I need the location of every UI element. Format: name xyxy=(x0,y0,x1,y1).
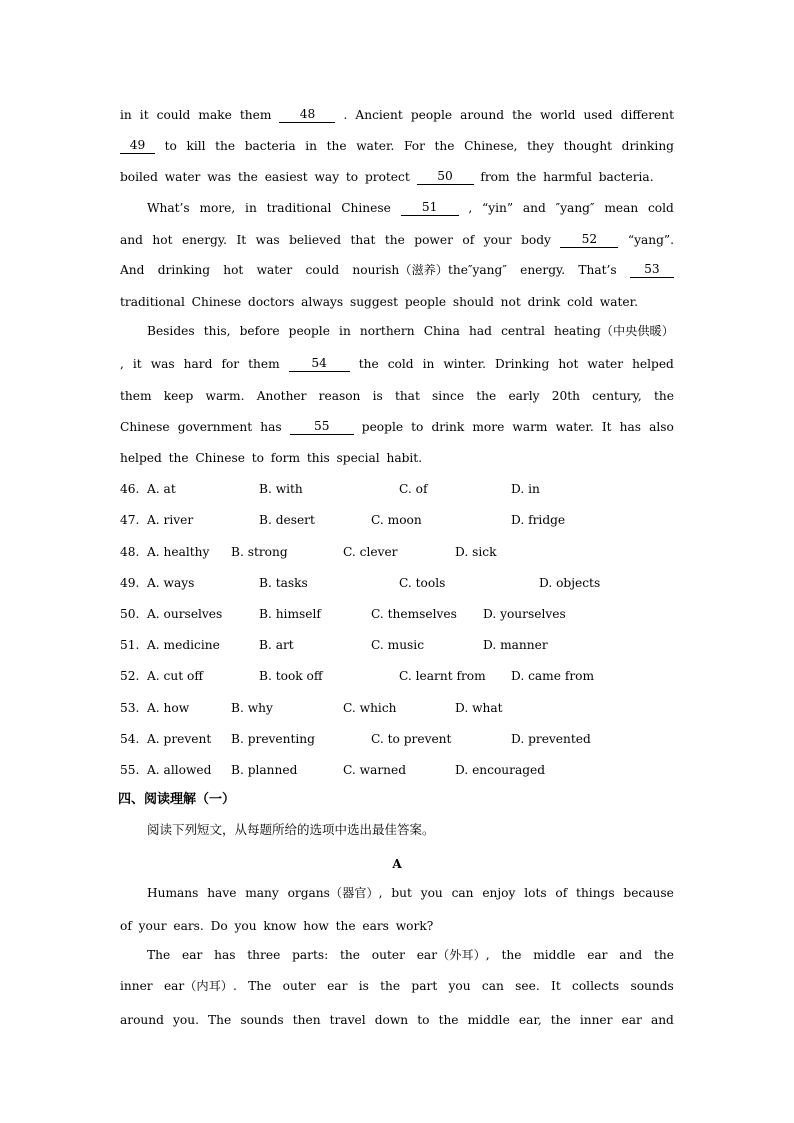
question-number: 51. xyxy=(120,638,140,652)
option-c[interactable]: C. moon xyxy=(371,513,422,527)
word: down xyxy=(374,1013,409,1027)
word: was xyxy=(150,357,175,371)
word: is xyxy=(358,979,369,993)
word: hot xyxy=(152,233,173,247)
word: always xyxy=(301,295,344,309)
word: It xyxy=(551,979,561,993)
word: water. xyxy=(356,139,395,153)
question-number: 47. xyxy=(120,513,140,527)
word: organs（器官）, xyxy=(287,886,383,900)
passage-line xyxy=(120,356,674,372)
word: warm. xyxy=(205,389,245,403)
question-number: 50. xyxy=(120,607,140,621)
option-d[interactable]: D. what xyxy=(455,701,503,715)
word: inner xyxy=(579,1013,613,1027)
word: sounds xyxy=(240,1013,284,1027)
word: around xyxy=(120,1013,164,1027)
passage-line xyxy=(120,294,674,310)
option-d[interactable]: D. yourselves xyxy=(483,607,566,621)
word: ear xyxy=(587,948,608,962)
option-b[interactable]: B. art xyxy=(259,638,294,652)
word: to xyxy=(417,1013,430,1027)
word: this xyxy=(306,451,330,465)
reading-line xyxy=(120,978,674,994)
word: middle xyxy=(467,1013,510,1027)
word: the xyxy=(326,139,347,153)
option-a[interactable]: A. ourselves xyxy=(147,607,223,621)
word: the xyxy=(512,108,533,122)
word: in xyxy=(422,357,435,371)
question-number: 52. xyxy=(120,669,140,683)
word: and xyxy=(522,201,546,215)
answer-blank-52[interactable]: 52 xyxy=(560,232,618,248)
option-d[interactable]: D. came from xyxy=(511,669,595,683)
word: your xyxy=(138,919,167,933)
option-c[interactable]: C. to prevent xyxy=(371,732,452,746)
word: drink xyxy=(527,295,561,309)
word: water. xyxy=(599,295,638,309)
reading-line xyxy=(120,918,674,934)
option-a[interactable]: A. cut off xyxy=(147,669,203,683)
word: different xyxy=(620,108,674,122)
word: was xyxy=(255,233,280,247)
word: the xyxy=(384,233,405,247)
word: has xyxy=(260,420,282,434)
answer-blank-49[interactable]: 49 xyxy=(120,138,155,154)
word: you xyxy=(448,979,471,993)
word: people xyxy=(288,324,330,338)
option-a[interactable]: A. medicine xyxy=(147,638,220,652)
word: more, xyxy=(199,201,236,215)
word: drinking xyxy=(621,139,674,153)
word: the xyxy=(215,139,236,153)
word: could xyxy=(305,263,340,277)
word: world xyxy=(540,108,576,122)
passage-line xyxy=(120,419,674,435)
word: in xyxy=(120,108,132,122)
word: inner xyxy=(120,979,153,993)
word: suggest xyxy=(349,295,399,309)
reading-line xyxy=(147,885,674,901)
question-number: 55. xyxy=(120,763,140,777)
word: cold xyxy=(387,357,414,371)
word: used xyxy=(583,108,613,122)
option-d[interactable]: D. prevented xyxy=(511,732,591,746)
word: was xyxy=(207,170,232,184)
word: ear（外耳）, xyxy=(416,948,490,962)
word: has xyxy=(619,420,642,434)
word: Chinese, xyxy=(464,139,518,153)
question-number: 54. xyxy=(120,732,140,746)
word: the xyxy=(340,948,360,962)
word: energy. xyxy=(520,263,566,277)
word: believed xyxy=(289,233,341,247)
word: of xyxy=(555,886,568,900)
word: to xyxy=(251,451,264,465)
word: people xyxy=(404,295,447,309)
option-b[interactable]: B. strong xyxy=(231,545,288,559)
word: And xyxy=(120,263,145,277)
word: kill xyxy=(186,139,206,153)
passage-line xyxy=(147,323,674,339)
word: The xyxy=(208,1013,232,1027)
word: helped xyxy=(120,451,162,465)
word: travel xyxy=(329,1013,366,1027)
word: the xyxy=(438,1013,459,1027)
answer-blank-54[interactable]: 54 xyxy=(289,356,350,372)
reading-line xyxy=(120,1012,674,1028)
word: before xyxy=(239,324,280,338)
word: lots xyxy=(524,886,547,900)
word: water xyxy=(256,263,293,277)
word: and xyxy=(650,1013,674,1027)
word: collects xyxy=(572,979,620,993)
option-c[interactable]: C. warned xyxy=(343,763,407,777)
word: from xyxy=(480,170,510,184)
word: in xyxy=(339,324,351,338)
word: bacteria xyxy=(244,139,296,153)
word: have xyxy=(207,886,237,900)
word: bacteria. xyxy=(598,170,654,184)
word: could xyxy=(156,108,191,122)
word: the xyxy=(654,948,674,962)
option-b[interactable]: B. with xyxy=(259,482,303,496)
word: heating（中央供暖） xyxy=(553,324,674,338)
option-d[interactable]: D. in xyxy=(511,482,540,496)
option-a[interactable]: A. prevent xyxy=(147,732,212,746)
word: enjoy xyxy=(482,886,516,900)
answer-blank-55[interactable]: 55 xyxy=(290,419,354,435)
word: more xyxy=(472,420,505,434)
word: and xyxy=(619,948,643,962)
word: , xyxy=(468,201,473,215)
word: The xyxy=(147,948,171,962)
word: That’s xyxy=(578,263,617,277)
option-d[interactable]: D. manner xyxy=(483,638,548,652)
option-a[interactable]: A. healthy xyxy=(147,545,210,559)
word: that xyxy=(350,233,376,247)
word: way xyxy=(314,170,340,184)
passage-line xyxy=(120,388,674,404)
word: to xyxy=(411,420,424,434)
word: things xyxy=(576,886,615,900)
word: the xyxy=(335,919,356,933)
word: know xyxy=(263,919,297,933)
word: hard xyxy=(183,357,213,371)
passage-label: A xyxy=(392,857,402,871)
word: them xyxy=(248,357,280,371)
word: habit. xyxy=(386,451,423,465)
word: ear xyxy=(182,948,203,962)
word: in xyxy=(245,201,257,215)
word: Besides xyxy=(147,324,195,338)
word: to xyxy=(345,170,359,184)
word: harmful xyxy=(543,170,592,184)
word: you xyxy=(420,886,443,900)
word: thought xyxy=(563,139,613,153)
word: parts: xyxy=(292,948,329,962)
word: see. xyxy=(515,979,540,993)
word: then xyxy=(292,1013,321,1027)
word: mean xyxy=(604,201,639,215)
word: Chinese xyxy=(195,451,245,465)
option-c[interactable]: C. of xyxy=(399,482,428,496)
option-b[interactable]: B. planned xyxy=(231,763,298,777)
word: 20th xyxy=(551,389,580,403)
word: form xyxy=(270,451,301,465)
word: for xyxy=(221,357,240,371)
word: Humans xyxy=(147,886,199,900)
word: Chinese xyxy=(341,201,391,215)
word: ears xyxy=(362,919,389,933)
word: water. xyxy=(555,420,594,434)
option-c[interactable]: C. learnt from xyxy=(399,669,486,683)
passage-line xyxy=(120,232,674,248)
word: because xyxy=(623,886,674,900)
option-c[interactable]: C. which xyxy=(343,701,397,715)
option-c[interactable]: C. themselves xyxy=(371,607,457,621)
option-d[interactable]: D. objects xyxy=(539,576,601,590)
word: protect xyxy=(364,170,410,184)
option-c[interactable]: C. tools xyxy=(399,576,446,590)
word: keep xyxy=(163,389,194,403)
word: Chinese xyxy=(120,420,170,434)
word: them xyxy=(239,108,272,122)
word: cold xyxy=(567,295,593,309)
word: The xyxy=(248,979,272,993)
section-heading: 四、阅读理解（一） xyxy=(118,792,236,807)
word: Ancient xyxy=(355,108,403,122)
word: easiest xyxy=(264,170,308,184)
answer-blank-53[interactable]: 53 xyxy=(630,262,674,278)
word: the xyxy=(550,1013,571,1027)
word: traditional xyxy=(266,201,332,215)
passage-line xyxy=(147,200,674,216)
word: had xyxy=(469,324,492,338)
passage-line xyxy=(120,107,674,123)
word: your xyxy=(483,233,512,247)
option-a[interactable]: A. ways xyxy=(147,576,195,590)
passage-line xyxy=(120,169,674,185)
passage-line xyxy=(120,262,674,278)
word: of xyxy=(120,919,132,933)
word: to xyxy=(164,139,177,153)
passage-line xyxy=(120,450,674,466)
word: power xyxy=(414,233,453,247)
word: the xyxy=(516,170,537,184)
word: It xyxy=(601,420,612,434)
word: it xyxy=(139,108,149,122)
word: For xyxy=(403,139,425,153)
answer-blank-51[interactable]: 51 xyxy=(401,200,459,216)
word: in xyxy=(305,139,318,153)
question-number: 46. xyxy=(120,482,140,496)
word: people xyxy=(361,420,404,434)
word: water xyxy=(587,357,624,371)
word: ears. xyxy=(173,919,204,933)
word: Another xyxy=(256,389,307,403)
question-number: 49. xyxy=(120,576,140,590)
word: century, xyxy=(592,389,642,403)
word: has xyxy=(214,948,236,962)
word: middle xyxy=(533,948,576,962)
word: the xyxy=(237,170,258,184)
answer-blank-48[interactable]: 48 xyxy=(279,107,335,123)
word: energy. xyxy=(181,233,227,247)
word: helped xyxy=(632,357,674,371)
word: ear xyxy=(327,979,348,993)
word: this, xyxy=(203,324,231,338)
option-a[interactable]: A. at xyxy=(147,482,176,496)
word: hot xyxy=(558,357,579,371)
word: central xyxy=(501,324,545,338)
option-a[interactable]: A. allowed xyxy=(147,763,212,777)
word: What’s xyxy=(147,201,190,215)
question-number: 53. xyxy=(120,701,140,715)
word: can xyxy=(481,979,504,993)
word: ear（内耳）. xyxy=(163,979,237,993)
word: the xyxy=(380,979,401,993)
word: northern xyxy=(359,324,415,338)
word: three xyxy=(247,948,281,962)
word: “yang”. xyxy=(627,233,674,247)
word: make xyxy=(198,108,232,122)
word: traditional xyxy=(120,295,185,309)
word: should xyxy=(452,295,494,309)
word: not xyxy=(500,295,521,309)
word: you xyxy=(234,919,257,933)
word: the xyxy=(476,389,497,403)
word: “yin” xyxy=(482,201,514,215)
word: outer xyxy=(371,948,405,962)
option-c[interactable]: C. music xyxy=(371,638,425,652)
word: early xyxy=(508,389,540,403)
word: the xyxy=(358,357,379,371)
word: , xyxy=(120,357,124,371)
word: the xyxy=(501,948,522,962)
option-b[interactable]: B. took off xyxy=(259,669,323,683)
word: them xyxy=(120,389,152,403)
word: drink xyxy=(431,420,465,434)
word: drinking xyxy=(157,263,210,277)
word: also xyxy=(649,420,674,434)
passage-line xyxy=(120,138,674,154)
word: many xyxy=(245,886,279,900)
option-b[interactable]: B. desert xyxy=(259,513,315,527)
word: . xyxy=(343,108,348,122)
word: they xyxy=(527,139,554,153)
word: around xyxy=(460,108,505,122)
word: Do xyxy=(210,919,228,933)
word: how xyxy=(303,919,329,933)
option-a[interactable]: A. river xyxy=(147,513,194,527)
word: Drinking xyxy=(495,357,550,371)
option-d[interactable]: D. fridge xyxy=(511,513,566,527)
option-b[interactable]: B. himself xyxy=(259,607,321,621)
word: the xyxy=(653,389,674,403)
word: of xyxy=(462,233,475,247)
word: the xyxy=(434,139,455,153)
word: warm xyxy=(512,420,548,434)
word: nourish（滋养）the″yang″ xyxy=(352,263,507,277)
word: work? xyxy=(395,919,434,933)
word: can xyxy=(451,886,474,900)
word: the xyxy=(168,451,189,465)
word: is xyxy=(372,389,383,403)
word: you. xyxy=(173,1013,199,1027)
word: ear, xyxy=(518,1013,542,1027)
word: special xyxy=(336,451,380,465)
word: people xyxy=(410,108,453,122)
option-b[interactable]: B. tasks xyxy=(259,576,308,590)
word: body xyxy=(521,233,551,247)
word: ″yang″ xyxy=(555,201,595,215)
section-instruction: 阅读下列短文，从每题所给的选项中选出最佳答案。 xyxy=(147,822,435,837)
word: water xyxy=(164,170,201,184)
reading-line xyxy=(147,947,674,963)
word: government xyxy=(177,420,253,434)
question-number: 48. xyxy=(120,545,140,559)
word: but xyxy=(391,886,412,900)
word: Chinese xyxy=(191,295,242,309)
word: it xyxy=(132,357,142,371)
word: ear xyxy=(621,1013,642,1027)
option-c[interactable]: C. clever xyxy=(343,545,398,559)
answer-blank-50[interactable]: 50 xyxy=(417,169,474,185)
word: part xyxy=(411,979,438,993)
word: boiled xyxy=(120,170,158,184)
word: winter. xyxy=(443,357,486,371)
word: doctors xyxy=(248,295,295,309)
word: and xyxy=(120,233,143,247)
word: that xyxy=(394,389,420,403)
word: It xyxy=(236,233,247,247)
word: outer xyxy=(282,979,316,993)
option-b[interactable]: B. why xyxy=(231,701,273,715)
word: China xyxy=(423,324,460,338)
word: hot xyxy=(223,263,244,277)
option-d[interactable]: D. encouraged xyxy=(455,763,546,777)
word: sounds xyxy=(630,979,674,993)
word: reason xyxy=(318,389,361,403)
option-b[interactable]: B. preventing xyxy=(231,732,315,746)
option-a[interactable]: A. how xyxy=(147,701,190,715)
word: since xyxy=(432,389,465,403)
word: cold xyxy=(647,201,674,215)
option-d[interactable]: D. sick xyxy=(455,545,497,559)
